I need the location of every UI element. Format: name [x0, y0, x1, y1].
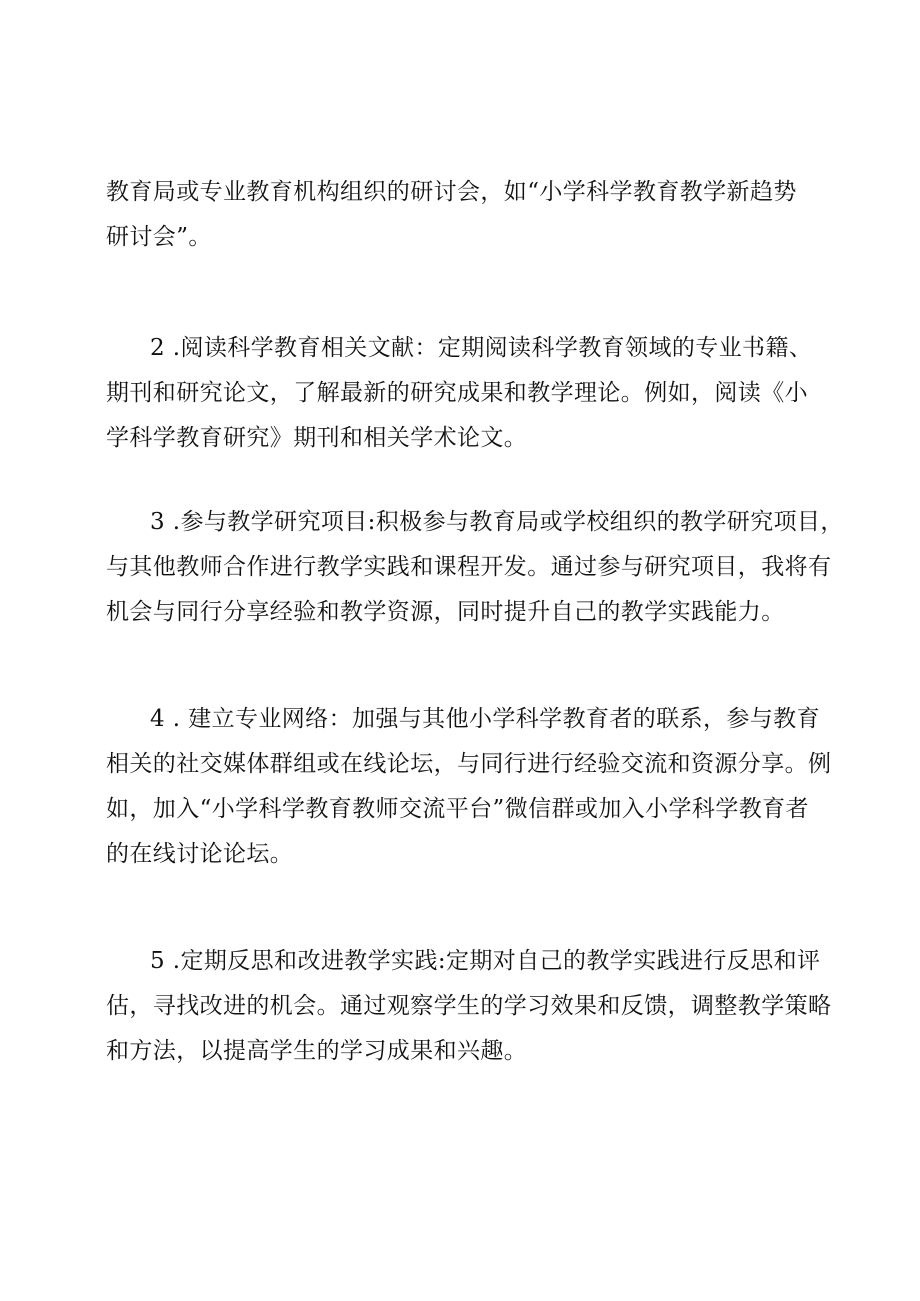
- text-line: 估，寻找改进的机会。通过观察学生的学习效果和反馈，调整教学策略: [106, 993, 832, 1019]
- text-line: 期刊和研究论文，了解最新的研究成果和教学理论。例如，阅读《小: [106, 380, 808, 406]
- text-line: 教育局或专业教育机构组织的研讨会，如“小学科学教育教学新趋势: [106, 179, 797, 205]
- text-line: 4 . 建立专业网络：加强与其他小学科学教育者的联系，参与教育: [150, 706, 820, 732]
- paragraph-item-4: [106, 697, 832, 877]
- text-line: 与其他教师合作进行教学实践和课程开发。通过参与研究项目，我将有: [106, 554, 832, 580]
- text-line: 2 .阅读科学教育相关文献：定期阅读科学教育领域的专业书籍、: [150, 335, 813, 361]
- text-line: 和方法，以提高学生的学习成果和兴趣。: [106, 1038, 528, 1064]
- paragraph-item-2: [106, 326, 826, 461]
- paragraph-item-3: [106, 500, 844, 635]
- text-line: 5 .定期反思和改进教学实践:定期对自己的教学实践进行反思和评: [150, 948, 821, 974]
- paragraph-item-5: [106, 939, 832, 1074]
- text-line: 研讨会”。: [106, 224, 212, 250]
- text-line: 机会与同行分享经验和教学资源，同时提升自己的教学实践能力。: [106, 599, 785, 625]
- text-line: 3 .参与教学研究项目:积极参与教育局或学校组织的教学研究项目，: [150, 509, 844, 535]
- text-line: 学科学教育研究》期刊和相关学术论文。: [106, 425, 528, 451]
- text-line: 如，加入“小学科学教育教师交流平台”微信群或加入小学科学教育者: [106, 796, 809, 822]
- text-line: 的在线讨论论坛。: [106, 841, 294, 867]
- text-line: 相关的社交媒体群组或在线论坛，与同行进行经验交流和资源分享。例: [106, 751, 832, 777]
- paragraph-continuation: [106, 170, 826, 260]
